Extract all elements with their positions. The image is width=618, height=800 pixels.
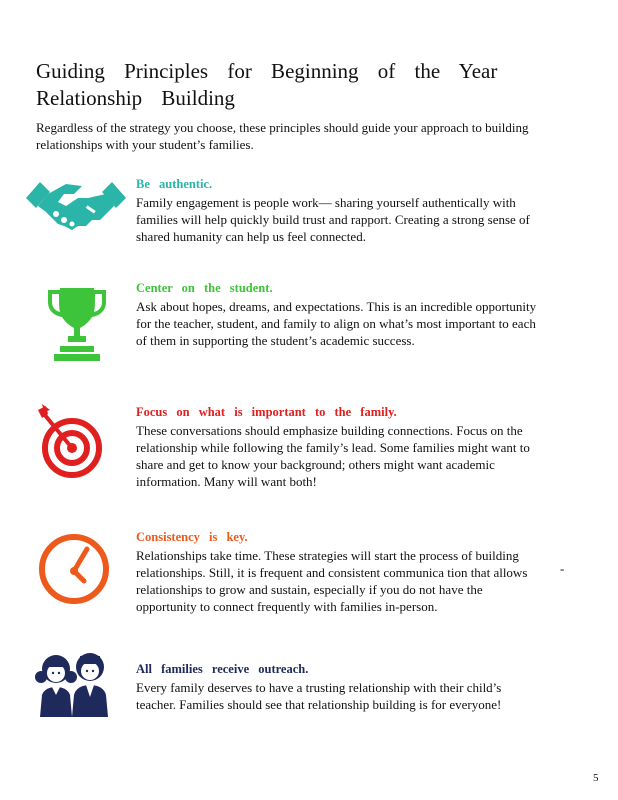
principle-heading: Be authentic. bbox=[136, 177, 213, 191]
principle-body: Relationships take time. These strategies will start the process of building relationships. Still, it is frequent and consistent communica tion that allows relationships to grow and sustain, especially if you do not have the opportunity to connect frequently with families in-person. bbox=[136, 548, 528, 614]
page-title-line-2: Relationship Building bbox=[36, 86, 235, 110]
principle-heading: Consistency is key. bbox=[136, 530, 248, 544]
principle-body: Family engagement is people work— sharing yourself authentically with families will help quickly build trust and rapport. Creating a strong sense of shared humanity can help us feel connected. bbox=[136, 195, 530, 244]
target-icon bbox=[36, 404, 102, 485]
family-icon bbox=[34, 651, 112, 726]
clock-icon bbox=[36, 531, 112, 612]
principle-body: These conversations should emphasize building connections. Focus on the relationship while following the family’s lead. Some families might want to share and get to know your background; others might want academic information. Many will want both! bbox=[136, 423, 530, 489]
principle-heading: Focus on what is important to the family. bbox=[136, 405, 397, 419]
trophy-icon bbox=[46, 286, 108, 367]
margin-mark: - bbox=[560, 561, 565, 576]
principle-heading: Center on the student. bbox=[136, 281, 273, 295]
page-title bbox=[36, 58, 556, 112]
intro-paragraph: Regardless of the strategy you choose, these principles should guide your approach to building relationships with your student’s families. bbox=[36, 120, 529, 152]
principle-body: Ask about hopes, dreams, and expectations. This is an incredible opportunity for the teacher, student, and family to align on what’s most important to each of them in supporting the student’s academic success. bbox=[136, 299, 537, 348]
page-title-line-1: Guiding Principles for Beginning of the Year bbox=[36, 59, 498, 83]
page-number: 5 bbox=[593, 772, 599, 784]
handshake-icon bbox=[26, 176, 126, 243]
principle-body: Every family deserves to have a trusting relationship with their child’s teacher. Families should see that relationship building is for everyone! bbox=[136, 680, 502, 712]
principle-heading: All families receive outreach. bbox=[136, 662, 309, 676]
